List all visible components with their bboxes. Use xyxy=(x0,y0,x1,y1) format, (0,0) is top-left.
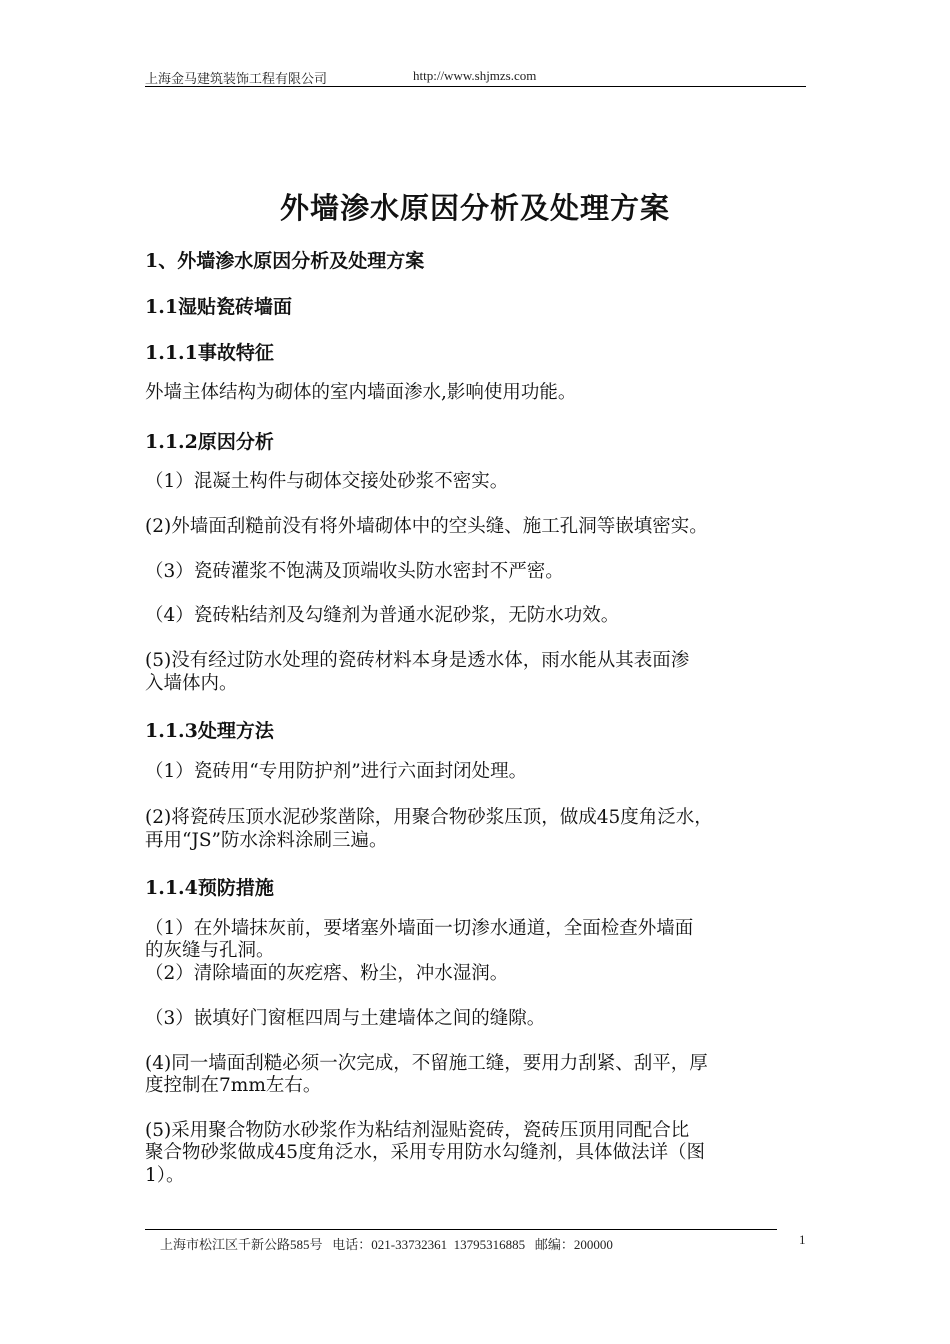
section-heading-1-1-4: 1.1.4预防措施 xyxy=(145,877,274,899)
document-title: 外墙渗水原因分析及处理方案 xyxy=(279,191,670,225)
cause-item-2: (2)外墙面刮糙前没有将外墙砌体中的空头缝、施工孔洞等嵌填密实。 xyxy=(145,516,708,537)
section-heading-1: 1、外墙渗水原因分析及处理方案 xyxy=(145,250,425,272)
cause-item-4: （4）瓷砖粘结剂及勾缝剂为普通水泥砂浆，无防水功效。 xyxy=(145,605,620,626)
prevention-item-5-line-3: 1）。 xyxy=(145,1165,185,1186)
section-heading-1-1-3: 1.1.3处理方法 xyxy=(145,720,274,742)
header-website-url[interactable]: http://www.shjmzs.com xyxy=(413,68,537,83)
section-heading-1-1-1: 1.1.1事故特征 xyxy=(145,342,274,364)
method-item-1: （1）瓷砖用“专用防护剂”进行六面封闭处理。 xyxy=(145,761,528,782)
method-item-2-line-1: (2)将瓷砖压顶水泥砂浆凿除，用聚合物砂浆压顶，做成45度角泛水， xyxy=(145,807,713,828)
prevention-item-3: （3）嵌填好门窗框四周与土建墙体之间的缝隙。 xyxy=(145,1008,546,1029)
prevention-item-4-line-2: 度控制在7mm左右。 xyxy=(145,1075,322,1096)
prevention-item-5-line-2: 聚合物砂浆做成45度角泛水，采用专用防水勾缝剂，具体做法详（图 xyxy=(145,1142,706,1163)
cause-item-5-line-2: 入墙体内。 xyxy=(145,673,238,694)
method-item-2-line-2: 再用“JS”防水涂料涂刷三遍。 xyxy=(145,830,388,851)
prevention-item-2: （2）清除墙面的灰疙瘩、粉尘，冲水湿润。 xyxy=(145,963,509,984)
cause-item-1: （1）混凝土构件与砌体交接处砂浆不密实。 xyxy=(145,471,509,492)
prevention-item-1-line-2: 的灰缝与孔洞。 xyxy=(145,940,275,961)
cause-item-3: （3）瓷砖灌浆不饱满及顶端收头防水密封不严密。 xyxy=(145,561,564,582)
feature-paragraph: 外墙主体结构为砌体的室内墙面渗水,影响使用功能。 xyxy=(145,382,577,403)
cause-item-5-line-1: (5)没有经过防水处理的瓷砖材料本身是透水体，雨水能从其表面渗 xyxy=(145,650,690,671)
page-number: 1 xyxy=(799,1232,806,1247)
prevention-item-5-line-1: (5)采用聚合物防水砂浆作为粘结剂湿贴瓷砖，瓷砖压顶用同配合比 xyxy=(145,1120,690,1141)
section-heading-1-1: 1.1湿贴瓷砖墙面 xyxy=(145,296,293,318)
prevention-item-4-line-1: (4)同一墙面刮糙必须一次完成，不留施工缝，要用力刮紧、刮平，厚 xyxy=(145,1053,708,1074)
prevention-item-1-line-1: （1）在外墙抹灰前，要堵塞外墙面一切渗水通道，全面检查外墙面 xyxy=(145,918,694,939)
section-heading-1-1-2: 1.1.2原因分析 xyxy=(145,431,274,453)
page-header xyxy=(145,66,806,87)
footer-address: 上海市松江区千新公路585号 电话：021-33732361 13795316885 邮编：200000 xyxy=(160,1237,613,1252)
header-company-name: 上海金马建筑装饰工程有限公司 xyxy=(145,71,328,86)
footer-divider xyxy=(145,1229,777,1230)
